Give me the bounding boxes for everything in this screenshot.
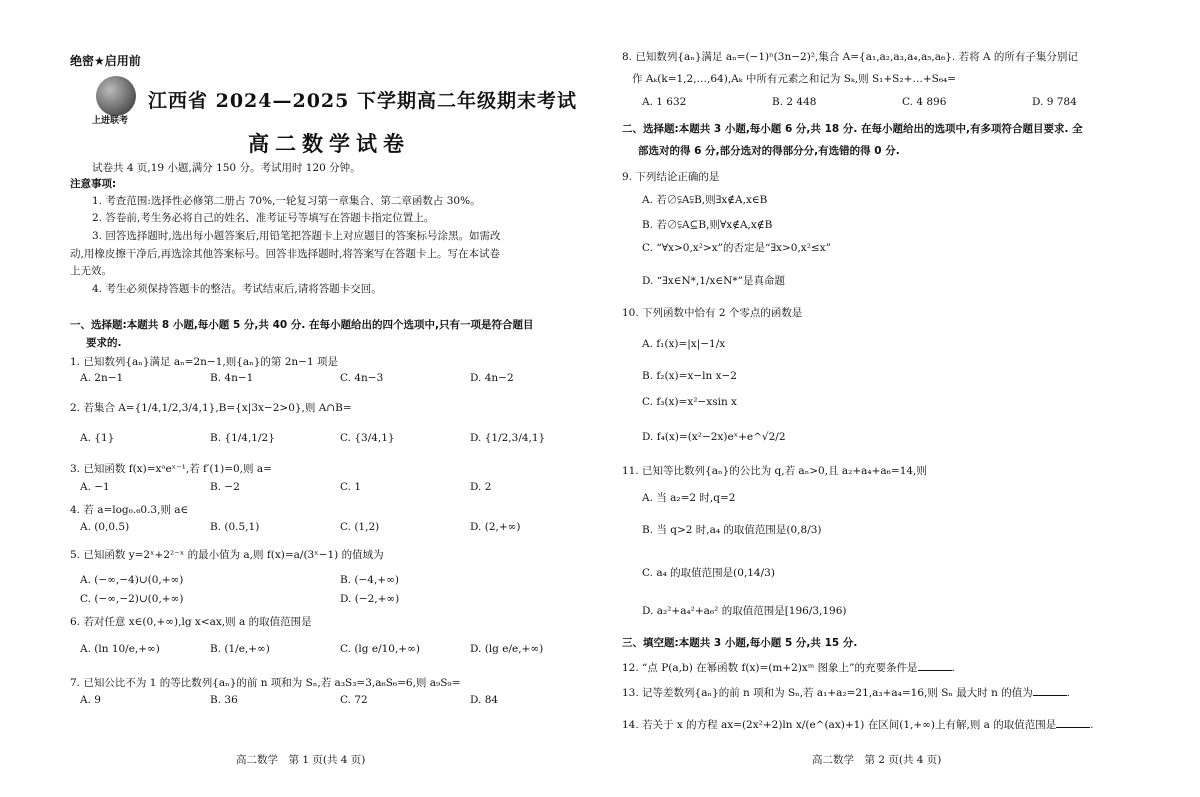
q7-option-a: A. 9: [80, 694, 101, 706]
q1-option-b: B. 4n−1: [210, 372, 254, 384]
question-5: 5. 已知函数 y=2ˣ+2²⁻ˣ 的最小值为 a,则 f(x)=a/(3ˣ−1) 的值域为: [70, 549, 384, 561]
question-3: 3. 已知函数 f(x)=xᵃeˣ⁻¹,若 f′(1)=0,则 a=: [70, 463, 272, 475]
q7-option-c: C. 72: [340, 694, 368, 706]
q6-option-c: C. (lg e/10,+∞): [340, 643, 420, 655]
notice-heading: 注意事项:: [70, 178, 117, 190]
confidential-label: 绝密★启用前: [70, 54, 141, 68]
section-3-heading: 三、填空题:本题共 3 小题,每小题 5 分,共 15 分.: [622, 637, 858, 649]
q9-option-b: B. 若∅⫋A⊆B,则∀x∉A,x∉B: [642, 219, 773, 231]
q3-option-d: D. 2: [470, 481, 492, 493]
question-8-cont: 作 Aₖ(k=1,2,…,64),Aₖ 中所有元素之和记为 Sₖ,则 S₁+S₂+…+S₆₄=: [632, 73, 957, 85]
q5-option-d: D. (−2,+∞): [340, 593, 400, 605]
q3-option-a: A. −1: [80, 481, 110, 493]
paper-title: 高二数学试卷: [248, 131, 410, 156]
q2-option-d: D. {1/2,3/4,1}: [470, 432, 546, 444]
q10-option-d: D. f₄(x)=(x²−2x)eˣ+e^√2/2: [642, 431, 786, 443]
q4-option-a: A. (0,0.5): [80, 521, 130, 533]
q4-option-b: B. (0.5,1): [210, 521, 260, 533]
notice-line: 上无效。: [70, 265, 112, 277]
exam-logo-icon: [96, 76, 136, 116]
q11-option-a: A. 当 a₂=2 时,q=2: [642, 492, 736, 504]
q9-option-c: C. “∀x>0,x²>x”的否定是“∃x>0,x²≤x”: [642, 242, 832, 254]
q11-option-c: C. a₄ 的取值范围是(0,14/3): [642, 567, 775, 579]
section-2-heading-cont: 部选对的得 6 分,部分选对的得部分分,有选错的得 0 分.: [638, 145, 900, 157]
question-14-text: 14. 若关于 x 的方程 ax=(2x²+2)ln x/(e^(ax)+1) 在区间(1,+∞)上有解,则 a 的取值范围是: [622, 719, 1057, 731]
notice-line: 1. 考查范围:选择性必修第二册占 70%,一轮复习第一章集合、第二章函数占 30%。: [92, 195, 481, 207]
q8-option-c: C. 4 896: [902, 96, 947, 108]
q9-option-a: A. 若∅⫋A⫋B,则∃x∉A,x∈B: [642, 194, 768, 206]
q6-option-a: A. (ln 10/e,+∞): [80, 643, 160, 655]
question-8: 8. 已知数列{aₙ}满足 aₙ=(−1)ⁿ(3n−2)²,集合 A={a₁,a₂,a₃,a₄,a₅,a₆}. 若将 A 的所有子集分别记: [622, 51, 1078, 63]
exam-title: 江西省 2024—2025 下学期高二年级期末考试: [148, 90, 577, 112]
q8-option-d: D. 9 784: [1032, 96, 1077, 108]
logo-text: 上进联考: [92, 116, 129, 126]
q3-option-c: C. 1: [340, 481, 362, 493]
answer-blank: [918, 660, 952, 671]
question-12-text: 12. “点 P(a,b) 在幂函数 f(x)=(m+2)xᵐ 图象上”的充要条件是: [622, 662, 918, 674]
section-1-heading-cont: 要求的.: [86, 337, 122, 349]
q7-option-d: D. 84: [470, 694, 499, 706]
question-12: 12. “点 P(a,b) 在幂函数 f(x)=(m+2)xᵐ 图象上”的充要条件是 .: [622, 662, 955, 674]
q11-option-b: B. 当 q>2 时,a₄ 的取值范围是(0,8/3): [642, 524, 822, 536]
question-13: 13. 记等差数列{aₙ}的前 n 项和为 Sₙ,若 a₁+a₂=21,a₃+a₄=16,则 Sₙ 最大时 n 的值为 .: [622, 687, 1071, 699]
question-11: 11. 已知等比数列{aₙ}的公比为 q,若 aₙ>0,且 a₂+a₄+a₆=14,则: [622, 465, 927, 477]
q11-option-d: D. a₂²+a₄²+a₆² 的取值范围是[196/3,196): [642, 605, 847, 617]
q2-option-b: B. {1/4,1/2}: [210, 432, 275, 444]
section-1-heading: 一、选择题:本题共 8 小题,每小题 5 分,共 40 分. 在每小题给出的四个选项中,只有一项是符合题目: [70, 319, 534, 331]
q4-option-d: D. (2,+∞): [470, 521, 521, 533]
answer-blank: [1056, 717, 1090, 728]
answer-blank: [1033, 685, 1067, 696]
question-2: 2. 若集合 A={1/4,1/2,3/4,1},B={x|3x−2>0},则 A∩B=: [70, 402, 352, 414]
question-7: 7. 已知公比不为 1 的等比数列{aₙ}的前 n 项和为 Sₙ,若 a₃S₃=3,a₆S₆=6,则 a₉S₉=: [70, 677, 461, 689]
question-4: 4. 若 a=log₀.₆0.3,则 a∈: [70, 504, 189, 516]
q1-option-c: C. 4n−3: [340, 372, 384, 384]
q4-option-c: C. (1,2): [340, 521, 380, 533]
q2-option-a: A. {1}: [80, 432, 115, 444]
question-1: 1. 已知数列{aₙ}满足 aₙ=2n−1,则{aₙ}的第 2n−1 项是: [70, 356, 338, 368]
q7-option-b: B. 36: [210, 694, 238, 706]
q6-option-d: D. (lg e/e,+∞): [470, 643, 544, 655]
q8-option-a: A. 1 632: [642, 96, 687, 108]
question-14: 14. 若关于 x 的方程 ax=(2x²+2)ln x/(e^(ax)+1) 在区间(1,+∞)上有解,则 a 的取值范围是 .: [622, 719, 1094, 731]
notice-line: 4. 考生必须保持答题卡的整洁。考试结束后,请将答题卡交回。: [92, 283, 382, 295]
question-9: 9. 下列结论正确的是: [622, 171, 720, 183]
q2-option-c: C. {3/4,1}: [340, 432, 395, 444]
question-6: 6. 若对任意 x∈(0,+∞),lg x<ax,则 a 的取值范围是: [70, 616, 312, 628]
q1-option-d: D. 4n−2: [470, 372, 514, 384]
q3-option-b: B. −2: [210, 481, 240, 493]
q8-option-b: B. 2 448: [772, 96, 817, 108]
q10-option-c: C. f₃(x)=x²−xsin x: [642, 396, 737, 408]
notice-line: 2. 答卷前,考生务必将自己的姓名、准考证号等填写在答题卡指定位置上。: [92, 212, 435, 224]
q10-option-a: A. f₁(x)=|x|−1/x: [642, 338, 726, 350]
section-2-heading: 二、选择题:本题共 3 小题,每小题 6 分,共 18 分. 在每小题给出的选项中,有多项符合题目要求. 全: [622, 123, 1083, 135]
q5-option-b: B. (−4,+∞): [340, 574, 399, 586]
q9-option-d: D. “∃x∈N*,1/x∈N*”是真命题: [642, 275, 785, 287]
page-footer: 高二数学 第 2 页(共 4 页): [812, 754, 942, 766]
q6-option-b: B. (1/e,+∞): [210, 643, 270, 655]
page-footer: 高二数学 第 1 页(共 4 页): [236, 754, 366, 766]
page-2: [600, 0, 1200, 797]
q5-option-a: A. (−∞,−4)∪(0,+∞): [80, 574, 184, 586]
notice-line: 动,用橡皮擦干净后,再选涂其他答案标号。回答非选择题时,将答案写在答题卡上。写在本试卷: [70, 248, 501, 260]
q10-option-b: B. f₂(x)=x−ln x−2: [642, 370, 737, 382]
question-10: 10. 下列函数中恰有 2 个零点的函数是: [622, 307, 803, 319]
question-13-text: 13. 记等差数列{aₙ}的前 n 项和为 Sₙ,若 a₁+a₂=21,a₃+a₄=16,则 Sₙ 最大时 n 的值为: [622, 687, 1033, 699]
notice-line: 3. 回答选择题时,选出每小题答案后,用铅笔把答题卡上对应题目的答案标号涂黑。如需改: [92, 230, 501, 242]
intro-text: 试卷共 4 页,19 小题,满分 150 分。考试用时 120 分钟。: [92, 162, 361, 174]
q5-option-c: C. (−∞,−2)∪(0,+∞): [80, 593, 184, 605]
q1-option-a: A. 2n−1: [80, 372, 124, 384]
